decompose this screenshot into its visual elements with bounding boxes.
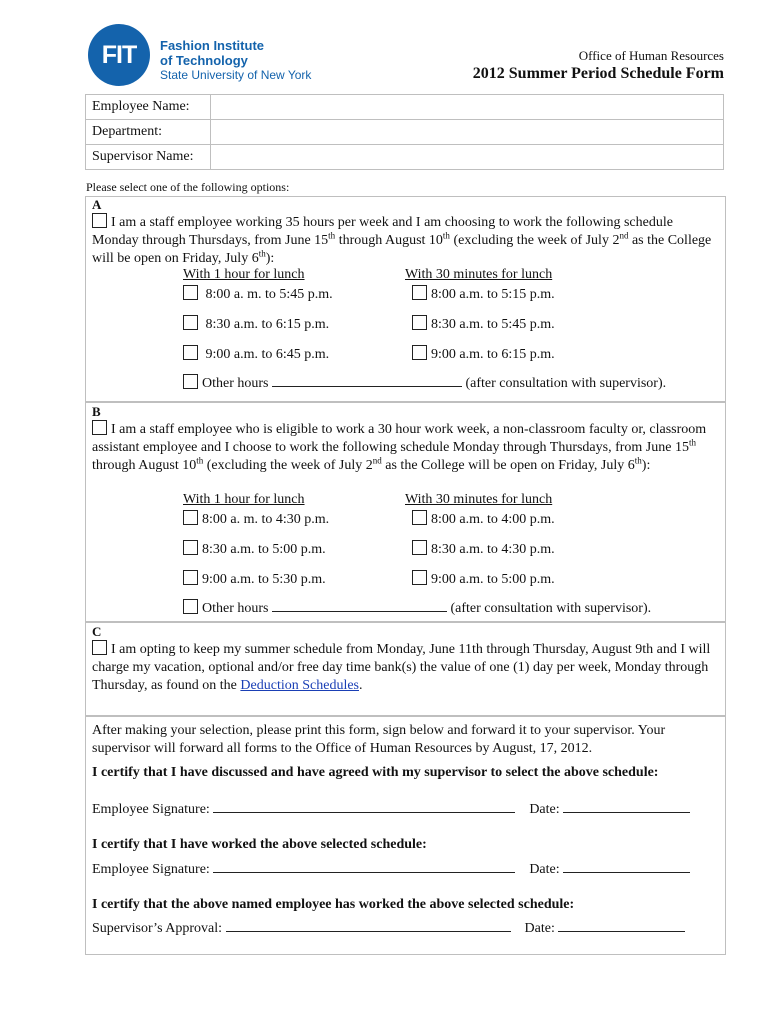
section-b-col1-option[interactable]: 8:30 a.m. to 5:00 p.m.	[183, 540, 326, 558]
employee-signature-2-line[interactable]	[213, 860, 515, 873]
checkbox[interactable]	[412, 540, 427, 555]
section-b-checkbox[interactable]	[92, 420, 107, 435]
section-a	[85, 196, 726, 403]
section-a-col2-option[interactable]: 8:30 a.m. to 5:45 p.m.	[412, 315, 555, 333]
logo-line-1: Fashion Institute	[160, 38, 264, 53]
section-a-col2-option[interactable]: 8:00 a.m. to 5:15 p.m.	[412, 285, 555, 303]
checkbox[interactable]	[183, 599, 198, 614]
section-b-col2-option[interactable]: 8:30 a.m. to 4:30 p.m.	[412, 540, 555, 558]
fit-logo-text	[160, 38, 311, 83]
deduction-schedules-link[interactable]: Deduction Schedules	[240, 678, 359, 693]
section-a-letter: A	[92, 197, 102, 212]
section-b-text: I am a staff employee who is eligible to work a 30 hour work week, a non-classroom faculty or, classroom assistant employee and I choose to work the following schedule Monday through Thursdays, from June 15th through August 10th (excluding the week of July 2nd as the College will be open on Friday, July 6th):	[92, 422, 707, 473]
employee-signature-1-line[interactable]	[213, 800, 515, 813]
section-b-other-hours[interactable]: Other hours (after consultation with supervisor).	[183, 599, 651, 617]
employee-signature-row-1: Employee Signature: Date:	[92, 800, 690, 818]
section-a-col1-option[interactable]: 8:00 a. m. to 5:45 p.m.	[183, 285, 333, 303]
section-b-letter: B	[92, 404, 101, 419]
checkbox[interactable]	[412, 345, 427, 360]
checkbox[interactable]	[183, 540, 198, 555]
office-label: Office of Human Resources	[578, 48, 724, 63]
section-a-col1-option[interactable]: 8:30 a.m. to 6:15 p.m.	[183, 315, 329, 333]
checkbox[interactable]	[412, 510, 427, 525]
supervisor-approval-line[interactable]	[226, 919, 511, 932]
section-a-text: I am a staff employee working 35 hours per week and I am choosing to work the following schedule Monday through Thursdays, from June 15th through August 10th (excluding the week of July 2nd as the College will be open on Friday, July 6th):	[92, 215, 712, 266]
section-b-col1-option[interactable]: 9:00 a.m. to 5:30 p.m.	[183, 570, 326, 588]
logo-line-2: of Technology	[160, 53, 248, 68]
employee-name-label: Employee Name:	[86, 95, 211, 120]
employee-signature-row-2: Employee Signature: Date:	[92, 860, 690, 878]
certification-2: I certify that I have worked the above selected schedule:	[92, 837, 427, 852]
employee-info-table	[85, 94, 724, 170]
section-a-checkbox[interactable]	[92, 213, 107, 228]
checkbox[interactable]	[412, 570, 427, 585]
section-a-col2-option[interactable]: 9:00 a.m. to 6:15 p.m.	[412, 345, 555, 363]
department-field[interactable]	[211, 120, 724, 145]
checkbox[interactable]	[412, 315, 427, 330]
certification-section	[85, 715, 726, 955]
section-a-other-hours[interactable]: Other hours (after consultation with supervisor).	[183, 374, 666, 392]
logo-line-3: State University of New York	[160, 68, 312, 82]
fit-logo-mark: FIT	[88, 24, 150, 86]
other-hours-blank[interactable]	[272, 374, 462, 387]
instructions: Please select one of the following options:	[86, 180, 290, 194]
date-2-line[interactable]	[563, 860, 690, 873]
supervisor-name-label: Supervisor Name:	[86, 145, 211, 170]
section-b-col2-option[interactable]: 8:00 a.m. to 4:00 p.m.	[412, 510, 555, 528]
department-row	[86, 120, 724, 145]
supervisor-name-row	[86, 145, 724, 170]
section-b-col2-option[interactable]: 9:00 a.m. to 5:00 p.m.	[412, 570, 555, 588]
section-a-col1-header: With 1 hour for lunch	[183, 267, 305, 282]
date-3-line[interactable]	[558, 919, 685, 932]
section-b-col1-header: With 1 hour for lunch	[183, 492, 305, 507]
date-1-line[interactable]	[563, 800, 690, 813]
checkbox[interactable]	[183, 570, 198, 585]
section-b-col1-option[interactable]: 8:00 a. m. to 4:30 p.m.	[183, 510, 329, 528]
certification-1: I certify that I have discussed and have agreed with my supervisor to select the above schedule:	[92, 765, 659, 780]
checkbox[interactable]	[183, 510, 198, 525]
other-hours-blank[interactable]	[272, 599, 447, 612]
employee-name-row	[86, 95, 724, 120]
section-b-col2-header: With 30 minutes for lunch	[405, 492, 553, 507]
checkbox[interactable]	[412, 285, 427, 300]
certification-3: I certify that the above named employee has worked the above selected schedule:	[92, 897, 575, 912]
checkbox[interactable]	[183, 315, 198, 330]
section-c-checkbox[interactable]	[92, 640, 107, 655]
supervisor-approval-row: Supervisor’s Approval: Date:	[92, 919, 685, 937]
section-a-col1-option[interactable]: 9:00 a.m. to 6:45 p.m.	[183, 345, 329, 363]
section-b	[85, 401, 726, 623]
checkbox[interactable]	[183, 345, 198, 360]
supervisor-name-field[interactable]	[211, 145, 724, 170]
certification-intro: After making your selection, please print this form, sign below and forward it to your supervisor. Your supervisor will forward all forms to the Office of Human Resources by August, 17, 2012.	[92, 723, 666, 756]
employee-name-field[interactable]	[211, 95, 724, 120]
section-c-letter: C	[92, 624, 102, 639]
form-title: 2012 Summer Period Schedule Form	[472, 65, 724, 82]
section-c	[85, 621, 726, 717]
section-c-text: I am opting to keep my summer schedule from Monday, June 11th through Thursday, August 9th and I will charge my vacation, optional and/or free day time bank(s) the value of one (1) day per week, Monday through Thursday, as found on the Deduction Schedules.	[92, 642, 711, 693]
section-a-col2-header: With 30 minutes for lunch	[405, 267, 553, 282]
checkbox[interactable]	[183, 374, 198, 389]
checkbox[interactable]	[183, 285, 198, 300]
department-label: Department:	[86, 120, 211, 145]
